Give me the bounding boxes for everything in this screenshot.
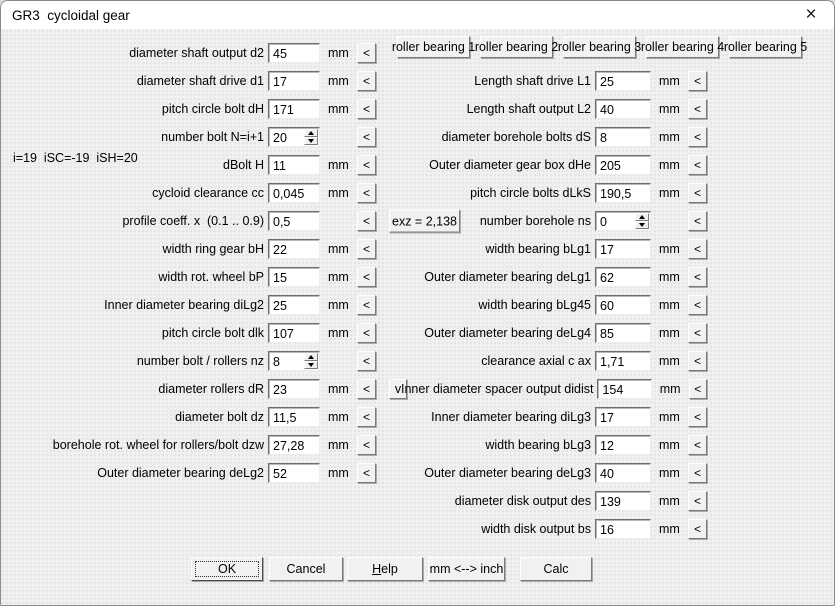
unit-label: mm	[659, 242, 680, 256]
field-row-length-shaft-drive-l1	[401, 67, 707, 95]
field-row-cycloid-clearance-cc	[11, 179, 376, 207]
edit-box	[268, 43, 320, 63]
unit-label: mm	[659, 186, 680, 200]
edit-box	[595, 463, 651, 483]
outer-diameter-bearing-delg4-input[interactable]	[596, 326, 650, 341]
edit-box	[268, 155, 320, 175]
unit-label: mm	[659, 522, 680, 536]
unit-label: mm	[659, 466, 680, 480]
edit-box	[595, 211, 651, 231]
field-label: number bolt / rollers nz	[136, 354, 264, 368]
cycloid-clearance-cc-input[interactable]	[269, 186, 319, 201]
diameter-borehole-bolts-ds-input[interactable]	[596, 130, 650, 145]
field-row-inner-diameter-bearing-dilg2	[11, 291, 376, 319]
field-label: diameter rollers dR	[158, 382, 264, 396]
field-row-width-ring-gear-bh	[11, 235, 376, 263]
transfer-button[interactable]: <	[357, 99, 376, 119]
transfer-button[interactable]: <	[357, 239, 376, 259]
unit-label: mm	[328, 466, 349, 480]
field-label: diameter disk output des	[454, 494, 591, 508]
transfer-button[interactable]: <	[357, 463, 376, 483]
field-label: cycloid clearance cc	[152, 186, 264, 200]
field-row-number-bolt-n-i-1	[11, 123, 376, 151]
spinner-up-icon[interactable]	[304, 353, 318, 361]
transfer-button[interactable]: <	[357, 351, 376, 371]
unit-label: mm	[328, 410, 349, 424]
spinner-control	[304, 129, 318, 145]
edit-box	[595, 183, 651, 203]
field-row-pitch-circle-bolts-dlks	[401, 179, 707, 207]
edit-box	[268, 99, 320, 119]
transfer-button[interactable]: <	[688, 155, 707, 175]
unit-label: mm	[328, 158, 349, 172]
edit-box	[595, 295, 651, 315]
field-label: Outer diameter bearing deLg4	[424, 326, 591, 340]
borehole-rot-wheel-for-rollers-bolt-dzw-input[interactable]	[269, 438, 319, 453]
field-row-diameter-rollers-dr	[11, 375, 402, 403]
transfer-button[interactable]: <	[688, 463, 707, 483]
length-shaft-output-l2-input[interactable]	[596, 102, 650, 117]
field-row-dbolt-h	[11, 151, 376, 179]
dialog-content	[1, 29, 834, 605]
diameter-shaft-drive-d1-input[interactable]	[269, 74, 319, 89]
diameter-disk-output-des-input[interactable]	[596, 494, 650, 509]
edit-box	[595, 99, 651, 119]
diameter-bolt-dz-input[interactable]	[269, 410, 319, 425]
transfer-button[interactable]: <	[688, 491, 707, 511]
spinner-control	[635, 213, 649, 229]
field-row-diameter-shaft-output-d2	[11, 39, 376, 67]
spinner-up-icon[interactable]	[304, 129, 318, 137]
field-label: clearance axial c ax	[481, 354, 591, 368]
field-label: Inner diameter bearing diLg2	[104, 298, 264, 312]
spinner-down-icon[interactable]	[304, 361, 318, 369]
footer-buttons	[191, 557, 592, 581]
edit-box	[268, 379, 320, 399]
edit-box	[268, 435, 320, 455]
field-label: pitch circle bolts dLkS	[470, 186, 591, 200]
transfer-button[interactable]: <	[688, 211, 707, 231]
unit-label: mm	[659, 298, 680, 312]
field-label: diameter shaft drive d1	[136, 74, 264, 88]
field-row-pitch-circle-bolt-dlk	[11, 319, 376, 347]
field-label: Length shaft output L2	[466, 102, 591, 116]
field-row-borehole-rot-wheel-for-rollers-bolt-dzw	[11, 431, 376, 459]
field-label: width disk output bs	[481, 522, 591, 536]
field-row-number-bolt-rollers-nz	[11, 347, 376, 375]
field-row-number-borehole-ns	[401, 207, 707, 235]
transfer-button[interactable]: <	[688, 435, 707, 455]
outer-diameter-bearing-delg3-input[interactable]	[596, 466, 650, 481]
field-label: width bearing bLg3	[485, 438, 591, 452]
calc-button[interactable]: Calc	[520, 557, 592, 581]
unit-label: mm	[659, 438, 680, 452]
transfer-button[interactable]: <	[688, 323, 707, 343]
ok-button[interactable]: OK	[191, 557, 263, 581]
transfer-button[interactable]: <	[357, 295, 376, 315]
right-field-column	[401, 67, 707, 543]
roller-bearing-4-button[interactable]: roller bearing 4	[646, 36, 719, 58]
unit-label: mm	[659, 74, 680, 88]
transfer-button[interactable]: <	[688, 239, 707, 259]
field-row-outer-diameter-bearing-delg2	[11, 459, 376, 487]
pitch-circle-bolts-dlks-input[interactable]	[596, 186, 650, 201]
close-icon[interactable]: ×	[805, 4, 817, 25]
transfer-button[interactable]: <	[357, 323, 376, 343]
unit-label: mm	[659, 130, 680, 144]
cancel-button[interactable]: Cancel	[269, 557, 343, 581]
mm-inch-button[interactable]: mm <--> inch	[428, 557, 505, 581]
transfer-button[interactable]: <	[688, 127, 707, 147]
width-disk-output-bs-input[interactable]	[596, 522, 650, 537]
field-row-inner-diameter-spacer-output-didist	[401, 375, 707, 403]
field-row-inner-diameter-bearing-dilg3	[401, 403, 707, 431]
field-row-width-rot-wheel-bp	[11, 263, 376, 291]
transfer-button[interactable]: <	[688, 295, 707, 315]
transfer-button[interactable]: <	[688, 407, 707, 427]
field-row-width-bearing-blg45	[401, 291, 707, 319]
transfer-button[interactable]: <	[357, 43, 376, 63]
field-row-pitch-circle-bolt-dh	[11, 95, 376, 123]
unit-label: mm	[659, 410, 680, 424]
field-label: diameter shaft output d2	[129, 46, 264, 60]
profile-coeff-x-0-1-0-9-input[interactable]	[269, 214, 319, 229]
spinner-down-icon[interactable]	[304, 137, 318, 145]
title-bar	[1, 1, 834, 29]
field-row-width-bearing-blg3	[401, 431, 707, 459]
field-label: borehole rot. wheel for rollers/bolt dzw	[52, 438, 264, 452]
edit-box	[595, 435, 651, 455]
edit-box	[268, 239, 320, 259]
field-label: width bearing bLg45	[478, 298, 591, 312]
field-label: Length shaft drive L1	[474, 74, 591, 88]
transfer-button[interactable]: <	[357, 71, 376, 91]
pitch-circle-bolt-dh-input[interactable]	[269, 102, 319, 117]
field-row-profile-coeff-x-0-1-0-9	[11, 207, 457, 235]
edit-box	[268, 295, 320, 315]
edit-box	[268, 71, 320, 91]
unit-label: mm	[659, 494, 680, 508]
edit-box	[595, 407, 651, 427]
field-label: pitch circle bolt dH	[161, 102, 264, 116]
edit-box	[595, 491, 651, 511]
width-rot-wheel-bp-input[interactable]	[269, 270, 319, 285]
edit-box	[595, 239, 651, 259]
width-bearing-blg1-input[interactable]	[596, 242, 650, 257]
edit-box	[268, 267, 320, 287]
unit-label: mm	[328, 102, 349, 116]
field-row-outer-diameter-bearing-delg1	[401, 263, 707, 291]
spinner-control	[304, 353, 318, 369]
edit-box	[268, 127, 320, 147]
edit-box	[595, 155, 651, 175]
field-row-outer-diameter-gear-box-dhe	[401, 151, 707, 179]
field-label: Inner diameter spacer output didist	[401, 382, 594, 396]
width-ring-gear-bh-input[interactable]	[269, 242, 319, 257]
unit-label: mm	[328, 382, 349, 396]
help-button[interactable]: H elp	[347, 557, 423, 581]
edit-box	[595, 71, 651, 91]
gear-ratio-info: i=19 iSC=-19 iSH=20	[13, 151, 138, 165]
edit-box	[268, 407, 320, 427]
roller-bearing-1-button[interactable]: roller bearing 1	[397, 36, 470, 58]
field-row-width-bearing-blg1	[401, 235, 707, 263]
transfer-button[interactable]: <	[688, 183, 707, 203]
edit-box	[268, 463, 320, 483]
field-label: Inner diameter bearing diLg3	[431, 410, 591, 424]
edit-box	[595, 127, 651, 147]
roller-bearing-5-button[interactable]: roller bearing 5	[729, 36, 802, 58]
unit-label: mm	[328, 186, 349, 200]
inner-diameter-bearing-dilg3-input[interactable]	[596, 410, 650, 425]
width-bearing-blg45-input[interactable]	[596, 298, 650, 313]
unit-label: mm	[659, 158, 680, 172]
field-label: Outer diameter bearing deLg1	[424, 270, 591, 284]
transfer-button[interactable]: <	[357, 155, 376, 175]
unit-label: mm	[659, 102, 680, 116]
transfer-button[interactable]: <	[688, 99, 707, 119]
unit-label: mm	[328, 242, 349, 256]
unit-label: mm	[328, 298, 349, 312]
transfer-button[interactable]: <	[357, 211, 376, 231]
edit-box	[595, 351, 651, 371]
edit-box	[595, 519, 651, 539]
edit-box	[595, 323, 651, 343]
unit-label: mm	[328, 438, 349, 452]
transfer-button[interactable]: <	[357, 127, 376, 147]
unit-label: mm	[328, 46, 349, 60]
unit-label: mm	[659, 270, 680, 284]
edit-box	[597, 379, 651, 399]
pitch-circle-bolt-dlk-input[interactable]	[269, 326, 319, 341]
field-row-outer-diameter-bearing-delg3	[401, 459, 707, 487]
field-row-clearance-axial-c-ax	[401, 347, 707, 375]
unit-label: mm	[659, 354, 680, 368]
transfer-button[interactable]: <	[688, 351, 707, 371]
transfer-button[interactable]: <	[357, 435, 376, 455]
transfer-button[interactable]: <	[357, 267, 376, 287]
transfer-button[interactable]: <	[688, 71, 707, 91]
clearance-axial-c-ax-input[interactable]	[596, 354, 650, 369]
edit-box	[268, 323, 320, 343]
field-label: width rot. wheel bP	[158, 270, 264, 284]
window-title: GR3 cycloidal gear	[12, 7, 130, 23]
field-label: number borehole ns	[479, 214, 591, 228]
diameter-rollers-dr-input[interactable]	[269, 382, 319, 397]
field-row-diameter-bolt-dz	[11, 403, 376, 431]
field-label: diameter bolt dz	[175, 410, 264, 424]
length-shaft-drive-l1-input[interactable]	[596, 74, 650, 89]
spinner-down-icon[interactable]	[635, 221, 649, 229]
transfer-button[interactable]: <	[688, 267, 707, 287]
transfer-button[interactable]: <	[357, 183, 376, 203]
edit-box	[268, 351, 320, 371]
edit-box	[268, 211, 320, 231]
exz-button[interactable]: exz = 2,138	[389, 210, 460, 233]
transfer-button[interactable]: <	[689, 379, 707, 399]
roller-bearing-buttons	[391, 36, 808, 58]
field-label: Outer diameter bearing deLg3	[424, 466, 591, 480]
unit-label: mm	[328, 326, 349, 340]
field-row-diameter-shaft-drive-d1	[11, 67, 376, 95]
unit-label: mm	[328, 270, 349, 284]
edit-box	[268, 183, 320, 203]
field-label: profile coeff. x (0.1 .. 0.9)	[122, 214, 264, 228]
field-row-diameter-borehole-bolts-ds	[401, 123, 707, 151]
transfer-button[interactable]: <	[357, 407, 376, 427]
field-label: dBolt H	[223, 158, 264, 172]
v-button[interactable]: v	[389, 379, 407, 399]
field-row-length-shaft-output-l2	[401, 95, 707, 123]
field-label: pitch circle bolt dlk	[161, 326, 264, 340]
field-row-outer-diameter-bearing-delg4	[401, 319, 707, 347]
inner-diameter-bearing-dilg2-input[interactable]	[269, 298, 319, 313]
inner-diameter-spacer-output-didist-input[interactable]	[598, 382, 650, 397]
width-bearing-blg3-input[interactable]	[596, 438, 650, 453]
outer-diameter-bearing-delg2-input[interactable]	[269, 466, 319, 481]
outer-diameter-gear-box-dhe-input[interactable]	[596, 158, 650, 173]
field-label: width ring gear bH	[162, 242, 264, 256]
roller-bearing-2-button[interactable]: roller bearing 2	[480, 36, 553, 58]
unit-label: mm	[659, 382, 681, 396]
edit-box	[595, 267, 651, 287]
unit-label: mm	[659, 326, 680, 340]
dbolt-h-input[interactable]	[269, 158, 319, 173]
field-label: width bearing bLg1	[485, 242, 591, 256]
field-row-diameter-disk-output-des	[401, 487, 707, 515]
field-label: diameter borehole bolts dS	[441, 130, 591, 144]
diameter-shaft-output-d2-input[interactable]	[269, 46, 319, 61]
field-label: number bolt N=i+1	[161, 130, 264, 144]
spinner-up-icon[interactable]	[635, 213, 649, 221]
field-label: Outer diameter bearing deLg2	[97, 466, 264, 480]
outer-diameter-bearing-delg1-input[interactable]	[596, 270, 650, 285]
transfer-button[interactable]: <	[688, 519, 707, 539]
roller-bearing-3-button[interactable]: roller bearing 3	[563, 36, 636, 58]
unit-label: mm	[328, 74, 349, 88]
field-row-width-disk-output-bs	[401, 515, 707, 543]
field-label: Outer diameter gear box dHe	[429, 158, 591, 172]
transfer-button[interactable]: <	[357, 379, 376, 399]
